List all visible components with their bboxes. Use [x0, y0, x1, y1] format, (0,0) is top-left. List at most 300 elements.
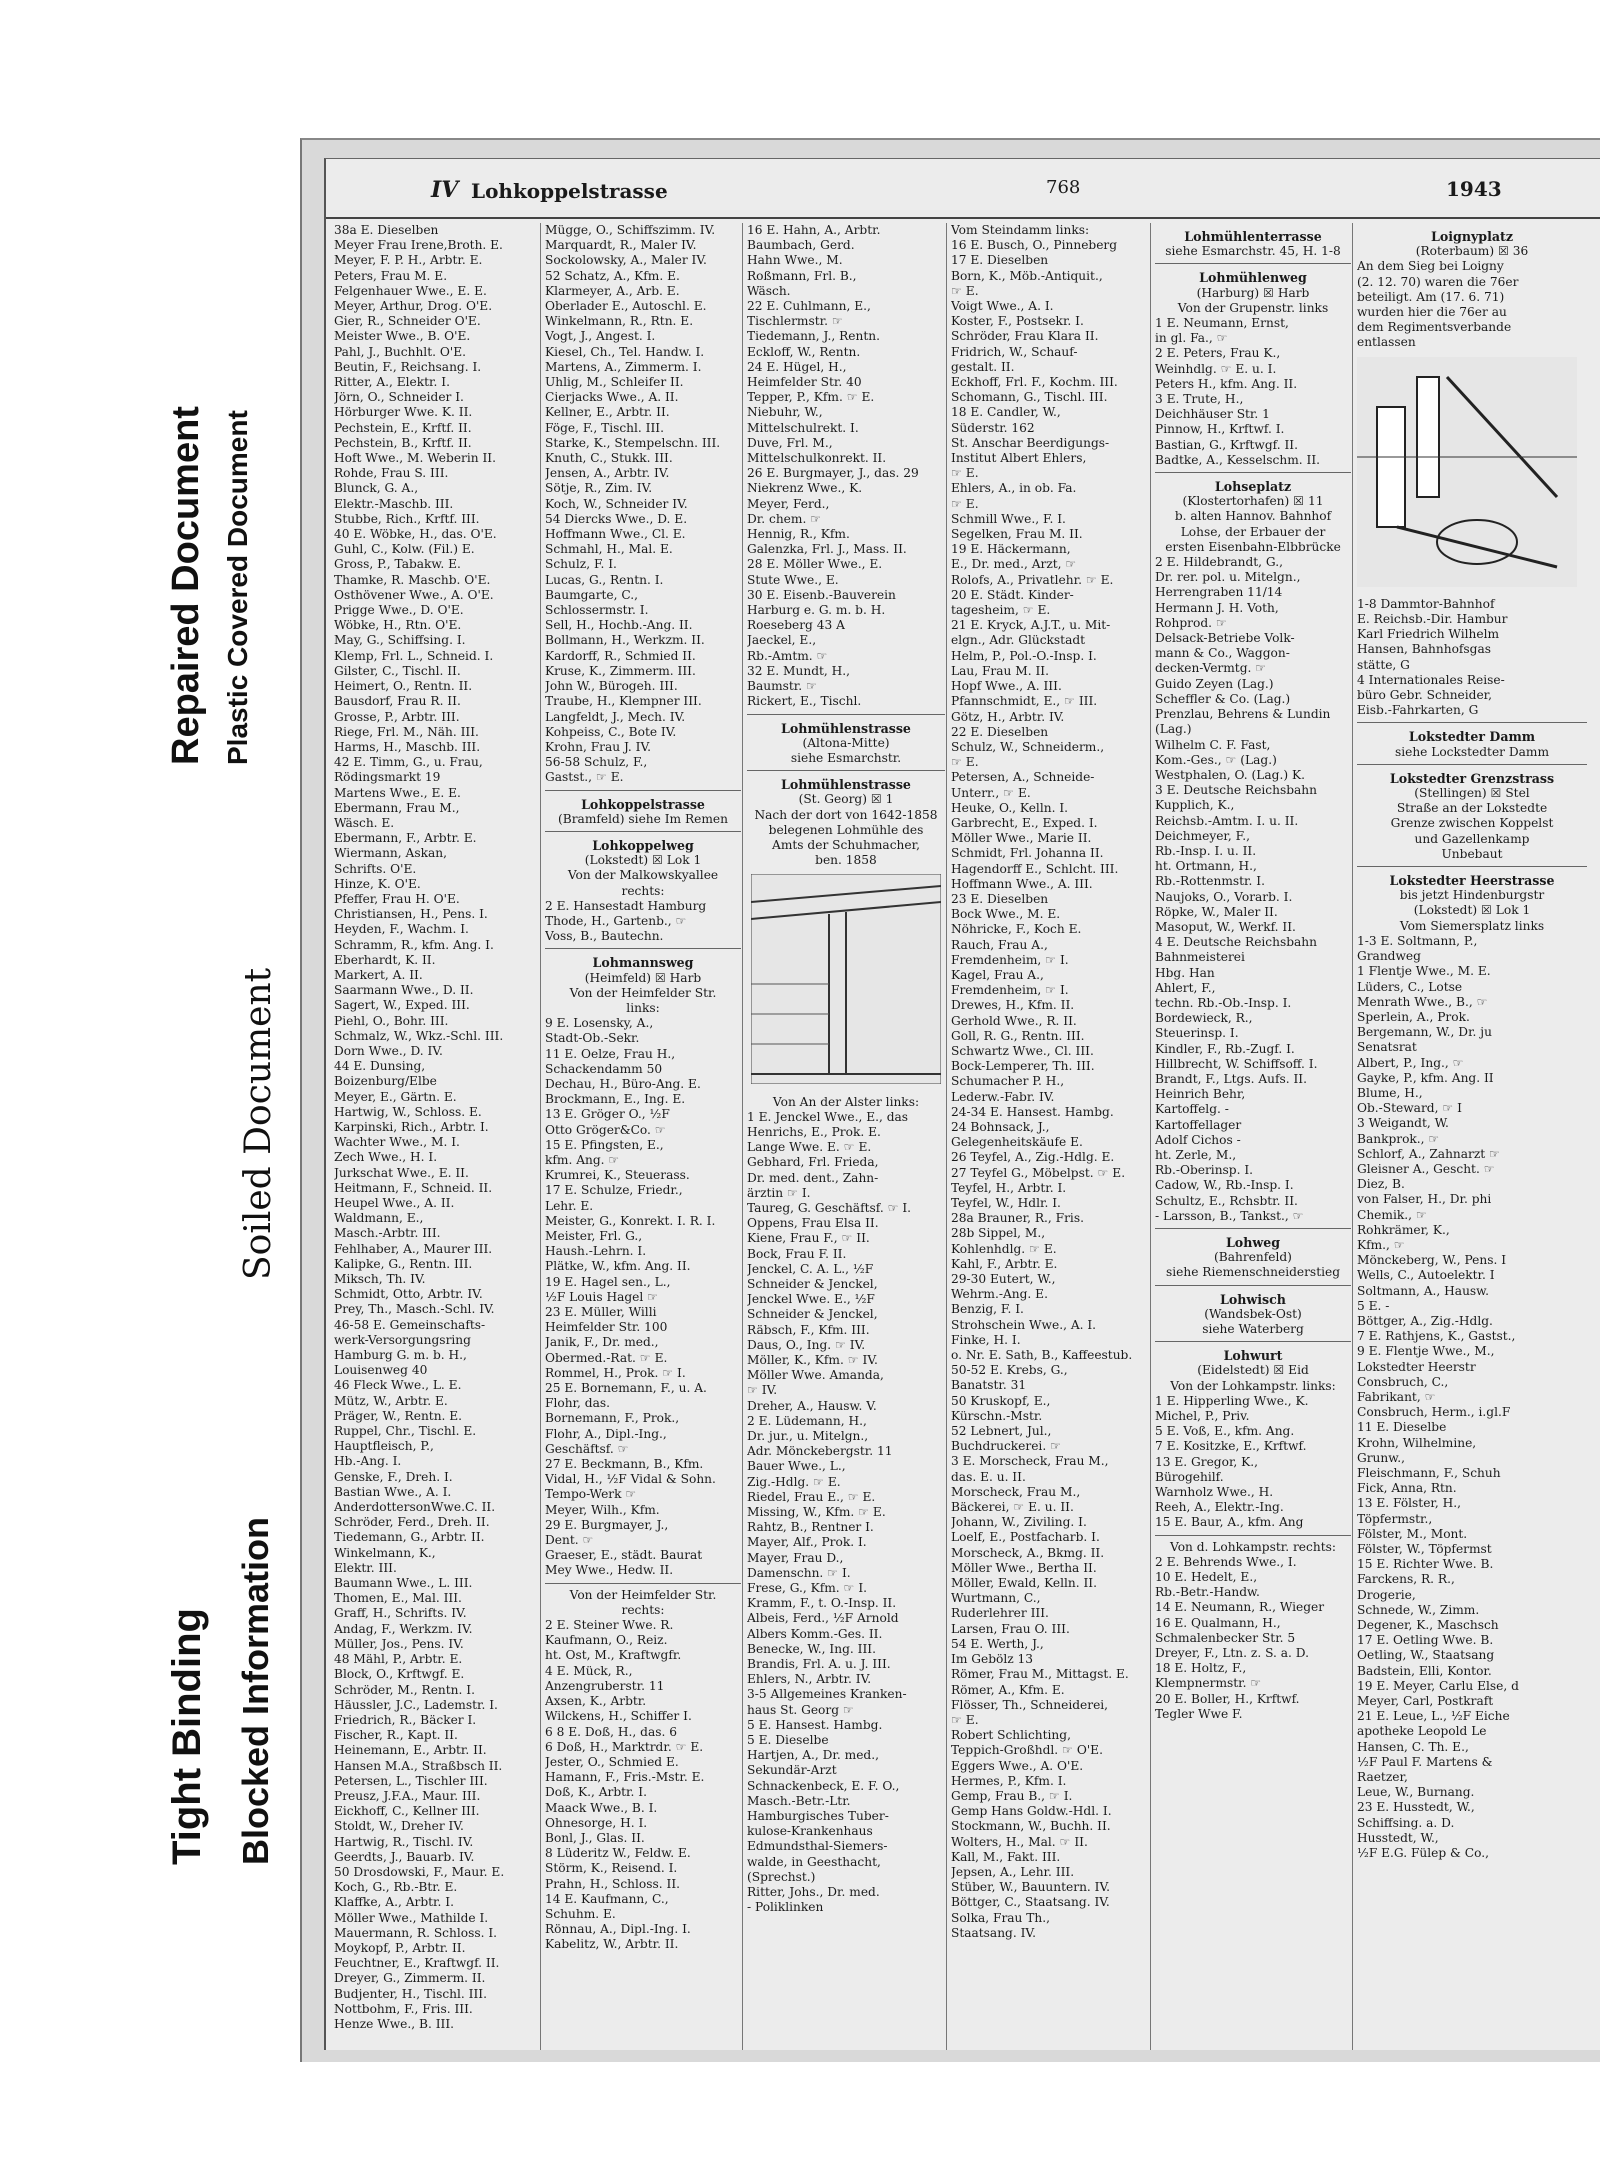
- directory-entry: Riege, Frl. M., Näh. III.: [334, 724, 479, 739]
- directory-entry: Hermes, P., Kfm. I.: [951, 1773, 1067, 1788]
- directory-entry: Duve, Frl. M.,: [747, 435, 833, 450]
- directory-entry: Drewes, H., Kfm. II.: [951, 998, 1075, 1013]
- directory-entry: Kalipke, G., Rentn. III.: [334, 1256, 473, 1271]
- street-note: (Wandsbek-Ost): [1204, 1306, 1302, 1321]
- directory-entry: ht. Ortmann, H.,: [1155, 859, 1257, 874]
- directory-entry: 17 E. Schulze, Friedr.,: [545, 1183, 683, 1198]
- directory-entry: Möller Wwe. Amanda,: [747, 1368, 884, 1383]
- directory-entry: Stute Wwe., E.: [747, 572, 839, 587]
- directory-entry: Grosse, P., Arbtr. III.: [334, 709, 460, 724]
- directory-entry: Henze Wwe., B. III.: [334, 2016, 455, 2031]
- directory-entry: Möller Wwe., Marie II.: [951, 831, 1092, 846]
- directory-entry: Schnede, W., Zimm.: [1357, 1602, 1480, 1617]
- directory-entry: Schwartz Wwe., Cl. III.: [951, 1043, 1094, 1058]
- street-note: (Bahrenfeld): [1214, 1250, 1292, 1265]
- directory-entry: Wachter Wwe., M. I.: [334, 1135, 460, 1150]
- directory-entry: Farckens, R. R.,: [1357, 1572, 1455, 1587]
- directory-entry: Böttger, C., Staatsang. IV.: [951, 1895, 1110, 1910]
- directory-entry: Schultz, E., Rchsbtr. II.: [1155, 1193, 1298, 1208]
- directory-entry: Hoffmann Wwe., A. III.: [951, 876, 1093, 891]
- directory-entry: Koster, F., Postsekr. I.: [951, 314, 1084, 329]
- directory-entry: (2. 12. 70) waren die 76er: [1357, 274, 1519, 289]
- directory-entry: Pechstein, B., Krftf. II.: [334, 435, 472, 450]
- directory-entry: Schmidt, Frl. Johanna II.: [951, 846, 1104, 861]
- directory-entry: Helm, P., Pol.-O.-Insp. I.: [951, 648, 1097, 663]
- directory-entry: Schmalz, W., Wkz.-Schl. III.: [334, 1028, 504, 1043]
- street-note: (St. Georg) ☒ 1: [798, 792, 894, 807]
- directory-entry: Bastian, G., Krftwgf. II.: [1155, 437, 1298, 452]
- directory-entry: Dent. ☞: [545, 1533, 594, 1548]
- directory-entry: Eckloff, W., Rentn.: [747, 344, 861, 359]
- directory-entry: Stoldt, W., Dreher IV.: [334, 1819, 464, 1834]
- directory-entry: Mey Wwe., Hedw. II.: [545, 1563, 674, 1578]
- page-header: [326, 159, 1600, 219]
- directory-entry: 18 E. Candler, W.,: [951, 405, 1061, 420]
- street-note: Von An der Alster links:: [772, 1094, 920, 1109]
- directory-entry: Institut Albert Ehlers,: [951, 451, 1087, 466]
- directory-entry: 1 E. Jenckel Wwe., E., das: [747, 1109, 909, 1124]
- directory-entry: Kfm., ☞: [1357, 1237, 1405, 1252]
- directory-entry: 3 E. Deutsche Reichsbahn: [1155, 783, 1318, 798]
- directory-entry: E., Dr. med., Arzt, ☞: [951, 557, 1077, 572]
- directory-entry: Feuchtner, E., Kraftwgf. II.: [334, 1956, 500, 1971]
- directory-entry: Jensen, A., Arbtr. IV.: [545, 466, 670, 481]
- directory-entry: Häussler, J.C., Lademstr. I.: [334, 1697, 498, 1712]
- directory-entry: techn. Rb.-Ob.-Insp. I.: [1155, 995, 1292, 1010]
- directory-entry: Kiene, Frau F., ☞ II.: [747, 1231, 870, 1246]
- directory-entry: Felgenhauer Wwe., E. E.: [334, 283, 487, 298]
- directory-entry: Tiedemann, J., Rentn.: [747, 329, 880, 344]
- directory-entry: Hagendorff E., Schlcht. III.: [951, 861, 1119, 876]
- directory-entry: Herrengraben 11/14: [1155, 585, 1283, 600]
- directory-entry: Stüber, W., Bauuntern. IV.: [951, 1880, 1111, 1895]
- directory-entry: Leue, W., Burnang.: [1357, 1785, 1475, 1800]
- directory-entry: Chemik., ☞: [1357, 1207, 1427, 1222]
- directory-entry: Michel, P., Priv.: [1155, 1409, 1250, 1424]
- directory-entry: Larsen, Frau O. III.: [951, 1621, 1070, 1636]
- street-note: (Roterbaum) ☒ 36: [1415, 244, 1529, 259]
- directory-entry: Möller, Ewald, Kelln. II.: [951, 1576, 1097, 1591]
- directory-entry: Hörburger Wwe. K. II.: [334, 405, 473, 420]
- directory-entry: Rönnau, A., Dipl.-Ing. I.: [545, 1922, 691, 1937]
- street-heading: Lohmühlenstrasse: [781, 720, 911, 736]
- directory-entry: Wäsch. E.: [334, 815, 395, 830]
- directory-entry: Tempo-Werk ☞: [545, 1487, 637, 1502]
- directory-entry: Louisenweg 40: [334, 1363, 428, 1378]
- directory-entry: Kupplich, K.,: [1155, 798, 1235, 813]
- directory-entry: Schröder, M., Rentn. I.: [334, 1682, 475, 1697]
- street-note: (Heimfeld) ☒ Harb: [584, 970, 702, 985]
- section-divider: [1155, 472, 1351, 473]
- directory-entry: Stubbe, Rich., Krftf. III.: [334, 511, 480, 526]
- street-note: rechts:: [621, 883, 665, 898]
- directory-entry: Staatsang. IV.: [951, 1925, 1036, 1940]
- directory-entry: Badstein, Elli, Kontor.: [1357, 1663, 1492, 1678]
- street-note: siehe Esmarchstr. 45, H. 1-8: [1165, 244, 1341, 259]
- street-note: Unbebaut: [1441, 846, 1503, 861]
- street-note: (Eidelstedt) ☒ Eid: [1197, 1363, 1309, 1378]
- directory-entry: Jurkschat Wwe., E. II.: [334, 1165, 469, 1180]
- section-divider: [747, 714, 945, 715]
- directory-entry: Starke, K., Stempelschn. III.: [545, 435, 721, 450]
- directory-entry: Bordewieck, R.,: [1155, 1011, 1253, 1026]
- directory-entry: Strohschein Wwe., A. I.: [951, 1317, 1097, 1332]
- directory-entry: Heupel Wwe., A. II.: [334, 1196, 455, 1210]
- directory-entry: ☞ IV.: [747, 1383, 778, 1398]
- directory-entry: 22 E. Cuhlmann, E.,: [747, 299, 871, 314]
- directory-entry: Karpinski, Rich., Arbtr. I.: [334, 1119, 489, 1134]
- directory-entry: Karl Friedrich Wilhelm: [1357, 627, 1500, 642]
- directory-entry: Thomen, E., Mal. III.: [334, 1591, 462, 1606]
- directory-entry: 1-3 E. Soltmann, P.,: [1357, 933, 1478, 948]
- directory-entry: Töpfermstr.,: [1357, 1511, 1433, 1526]
- directory-entry: 18 E. Holtz, F.,: [1155, 1661, 1247, 1676]
- directory-entry: Missing, W., Kfm. ☞ E.: [747, 1505, 886, 1520]
- directory-entry: 24-34 E. Hansest. Hambg.: [951, 1104, 1114, 1119]
- directory-entry: 16 E. Qualmann, H.,: [1155, 1615, 1281, 1630]
- directory-entry: Knuth, C., Stukk. III.: [545, 451, 673, 466]
- directory-entry: Winkelmann, K.,: [334, 1545, 436, 1560]
- directory-entry: Dr. rer. pol. u. Mitelgn.,: [1155, 570, 1301, 585]
- directory-entry: 5 E. -: [1357, 1298, 1390, 1313]
- directory-entry: Born, K., Möb.-Antiquit.,: [951, 268, 1103, 283]
- street-heading: Lohmühlenstrasse: [781, 777, 911, 793]
- directory-entry: Jörn, O., Schneider I.: [334, 390, 464, 405]
- directory-entry: Masch.-Betr.-Ltr.: [747, 1793, 851, 1808]
- directory-entry: Fremdenheim, ☞ I.: [951, 952, 1069, 967]
- street-note: siehe Lockstedter Damm: [1394, 744, 1550, 759]
- column-1: [334, 223, 534, 2050]
- directory-entry: 19 E. Meyer, Carlu Else, d: [1357, 1678, 1519, 1693]
- directory-entry: Lau, Frau M. II.: [951, 663, 1049, 678]
- directory-entry: Brandis, Frl. A. u. J. III.: [747, 1657, 891, 1672]
- street-heading: Lokstedter Damm: [1408, 729, 1536, 745]
- directory-entry: Mauermann, R. Schloss. I.: [334, 1925, 498, 1940]
- directory-entry: 28a Brauner, R., Fris.: [951, 1211, 1084, 1226]
- directory-entry: Meister, G., Konrekt. I. R. I.: [545, 1213, 716, 1228]
- directory-entry: Bornemann, F., Prok.,: [545, 1411, 680, 1426]
- street-note: Vom Siemersplatz links: [1399, 918, 1545, 933]
- directory-entry: Diez, B.: [1357, 1177, 1405, 1192]
- directory-entry: Solka, Frau Th.,: [951, 1910, 1050, 1925]
- street-note: Von der Malkowskyallee: [567, 868, 719, 883]
- street-heading: Lohkoppelweg: [592, 837, 694, 853]
- directory-entry: Ebermann, F., Arbtr. E.: [334, 831, 477, 846]
- directory-entry: Benzig, F. I.: [951, 1302, 1024, 1317]
- directory-entry: 50 Drosdowski, F., Maur. E.: [334, 1864, 505, 1879]
- directory-entry: Prey, Th., Masch.-Schl. IV.: [334, 1302, 495, 1317]
- street-note: b. alten Hannov. Bahnhof: [1174, 509, 1332, 524]
- directory-entry: Delsack-Betriebe Volk-: [1155, 631, 1295, 646]
- directory-entry: von Falser, H., Dr. phi: [1357, 1192, 1492, 1207]
- directory-entry: Robert Schlichting,: [951, 1728, 1071, 1743]
- directory-entry: Rommel, H., Prok. ☞ I.: [545, 1365, 686, 1380]
- directory-entry: 23 E. Müller, Willi: [545, 1305, 657, 1320]
- directory-entry: Kardorff, R., Schmied II.: [545, 648, 696, 663]
- directory-entry: Teppich-Großhdl. ☞ O'E.: [951, 1743, 1103, 1758]
- directory-entry: Jester, O., Schmied E.: [545, 1754, 679, 1769]
- section-divider: [1155, 1341, 1351, 1342]
- directory-entry: Finke, H. I.: [951, 1332, 1021, 1347]
- directory-entry: Dr. jur., u. Mitelgn.,: [747, 1429, 869, 1443]
- directory-entry: 2 E. Behrends Wwe., I.: [1155, 1554, 1297, 1569]
- directory-entry: Ritter, A., Elektr. I.: [334, 375, 450, 390]
- directory-entry: das. E. u. II.: [951, 1469, 1026, 1484]
- directory-entry: 27 Teyfel G., Möbelpst. ☞ E.: [951, 1165, 1126, 1180]
- street-note: ersten Eisenbahn-Elbbrücke: [1165, 539, 1341, 554]
- directory-entry: 1 E. Hipperling Wwe., K.: [1155, 1393, 1309, 1408]
- directory-entry: Wiermann, Askan,: [334, 846, 447, 861]
- street-note: Grenze zwischen Koppelst: [1390, 816, 1554, 831]
- directory-entry: Hoft Wwe., M. Weberin II.: [334, 451, 496, 466]
- directory-entry: Hartwig, W., Schloss. E.: [334, 1104, 482, 1119]
- directory-entry: St. Anschar Beerdigungs-: [951, 435, 1110, 450]
- directory-entry: 38a E. Dieselben: [334, 223, 439, 237]
- directory-entry: Schneider & Jenckel,: [747, 1276, 878, 1291]
- directory-entry: Götz, H., Arbtr. IV.: [951, 709, 1065, 724]
- street-heading: Lohmühlenweg: [1199, 270, 1307, 286]
- directory-entry: Hinze, K. O'E.: [334, 876, 421, 891]
- directory-entry: Jenckel Wwe. E., ½F: [747, 1292, 875, 1307]
- directory-entry: Hartwig, R., Tischl. IV.: [334, 1834, 474, 1849]
- directory-entry: Guido Zeyen (Lag.): [1155, 676, 1274, 691]
- directory-entry: Eckhoff, Frl. F., Kochm. III.: [951, 375, 1118, 390]
- directory-entry: Rb.-Insp. I. u. II.: [1155, 843, 1257, 858]
- directory-entry: Heinemann, E., Arbtr. II.: [334, 1743, 487, 1758]
- directory-entry: haus St. Georg ☞: [747, 1702, 854, 1717]
- directory-entry: Schulz, W., Schneiderm.,: [951, 739, 1105, 754]
- directory-entry: Flohr, A., Dipl.-Ing.,: [545, 1426, 667, 1441]
- directory-entry: Uhlig, M., Schleifer II.: [545, 375, 684, 390]
- street-heading: Lohweg: [1225, 1235, 1281, 1250]
- directory-entry: Henrichs, E., Prok. E.: [747, 1124, 881, 1139]
- directory-entry: Boizenburg/Elbe: [334, 1074, 437, 1089]
- section-divider: [545, 1583, 741, 1584]
- directory-entry: Dorn Wwe., D. IV.: [334, 1043, 443, 1058]
- directory-entry: Fölster, M., Mont.: [1357, 1526, 1468, 1541]
- directory-entry: 14 E. Kaufmann, C.,: [545, 1891, 669, 1906]
- directory-entry: Bock-Lemperer, Th. III.: [951, 1059, 1095, 1074]
- directory-entry: Eggers Wwe., A. O'E.: [951, 1758, 1084, 1773]
- directory-entry: Rohde, Frau S. III.: [334, 466, 449, 481]
- directory-entry: Eickhoff, C., Kellner III.: [334, 1804, 480, 1819]
- directory-entry: 28b Sippel, M.,: [951, 1226, 1046, 1241]
- label-repaired-document: Repaired Document: [165, 406, 207, 765]
- label-repaired-panel: [150, 180, 270, 800]
- directory-entry: tagesheim, ☞ E.: [951, 603, 1051, 618]
- directory-entry: 15 E. Richter Wwe. B.: [1357, 1557, 1494, 1572]
- directory-entry: Heyden, F., Wachm. I.: [334, 922, 469, 937]
- directory-entry: Bastian Wwe., A. I.: [334, 1484, 452, 1499]
- directory-entry: ☞ E.: [951, 1712, 979, 1727]
- directory-entry: Marquardt, R., Maler IV.: [545, 238, 697, 253]
- directory-entry: Eisb.-Fahrkarten, G: [1357, 703, 1479, 718]
- directory-entry: Möller Wwe., Bertha II.: [951, 1560, 1097, 1575]
- directory-entry: 16 E. Busch, O., Pinneberg: [951, 238, 1118, 253]
- directory-entry: Raetzer,: [1357, 1770, 1408, 1785]
- directory-entry: Schackendamm 50: [545, 1061, 663, 1076]
- directory-entry: Baumstr. ☞: [747, 679, 817, 694]
- directory-entry: büro Gebr. Schneider,: [1357, 688, 1493, 703]
- directory-entry: Dr. chem. ☞: [747, 511, 822, 526]
- directory-entry: Voss, B., Bautechn.: [545, 929, 664, 944]
- directory-entry: 2 E. Lüdemann, H.,: [747, 1413, 867, 1428]
- loignyplatz-map: [1357, 357, 1577, 587]
- directory-entry: Lucas, G., Rentn. I.: [545, 572, 664, 587]
- street-note: (Lokstedt) ☒ Lok 1: [1413, 903, 1531, 918]
- directory-entry: Grandweg: [1357, 949, 1421, 964]
- directory-entry: Tiedemann, G., Arbtr. II.: [334, 1530, 485, 1545]
- directory-entry: Rb.-Rottenmstr. I.: [1155, 874, 1265, 889]
- street-note: bis jetzt Hindenburgstr: [1399, 888, 1545, 903]
- directory-entry: Mayer, Alf., Prok. I.: [747, 1535, 867, 1550]
- directory-entry: 22 E. Dieselben: [951, 724, 1049, 739]
- directory-entry: Schomann, G., Tischl. III.: [951, 390, 1108, 405]
- directory-entry: 16 E. Hahn, A., Arbtr.: [747, 223, 881, 237]
- directory-entry: Rb.-Betr.-Handw.: [1155, 1585, 1260, 1600]
- directory-entry: Schlossermstr. I.: [545, 603, 649, 618]
- street-note: siehe Esmarchstr.: [790, 750, 902, 765]
- district-number: IV: [431, 177, 459, 203]
- directory-entry: 24 Bohnsack, J.,: [951, 1119, 1050, 1134]
- directory-entry: 54 Diercks Wwe., D. E.: [545, 511, 688, 526]
- directory-entry: Sockolowsky, A., Maler IV.: [545, 253, 707, 268]
- directory-entry: walde, in Geesthacht,: [747, 1854, 881, 1869]
- directory-entry: apotheke Leopold Le: [1357, 1724, 1487, 1739]
- section-divider: [747, 770, 945, 771]
- directory-entry: Johann, W., Ziviling. I.: [951, 1515, 1087, 1530]
- directory-entry: o. Nr. E. Sath, B., Kaffeestub.: [951, 1348, 1133, 1363]
- directory-entry: Räbsch, F., Kfm. III.: [747, 1322, 870, 1337]
- directory-entry: Masoput, W., Werkf. II.: [1155, 919, 1296, 934]
- lohmuehlenstrasse-map: [751, 874, 941, 1084]
- directory-entry: Störm, K., Reisend. I.: [545, 1861, 678, 1876]
- directory-entry: Bausdorf, Frau R. II.: [334, 694, 461, 709]
- label-blocked-information: Blocked Information: [235, 1516, 276, 1865]
- directory-entry: Genske, F., Dreh. I.: [334, 1469, 453, 1484]
- directory-entry: Soltmann, A., Hausw.: [1357, 1283, 1490, 1298]
- directory-entry: Wilckens, H., Schiffer I.: [545, 1709, 692, 1724]
- directory-entry: 50 Kruskopf, E.,: [951, 1393, 1051, 1408]
- directory-entry: Adolf Cichos -: [1155, 1132, 1241, 1147]
- directory-entry: Lederw.-Fabr. IV.: [951, 1089, 1055, 1104]
- directory-entry: 56-58 Schulz, F.,: [545, 755, 648, 770]
- directory-entry: Meyer, Wilh., Kfm.: [545, 1502, 660, 1517]
- directory-entry: Pahl, J., Buchhlt. O'E.: [334, 344, 466, 359]
- directory-entry: 5 E. Hansest. Hambg.: [747, 1717, 883, 1732]
- directory-entry: Gerhold Wwe., R. II.: [951, 1013, 1077, 1028]
- directory-entry: Präger, W., Rentn. E.: [334, 1408, 463, 1423]
- directory-entry: Jaeckel, E.,: [747, 633, 817, 648]
- directory-entry: ☞ E.: [951, 496, 979, 511]
- directory-entry: Schröder, Frau Klara II.: [951, 329, 1099, 344]
- directory-entry: Ehlers, N., Arbtr. IV.: [747, 1672, 872, 1687]
- directory-entry: Saarmann Wwe., D. II.: [334, 983, 474, 998]
- directory-entry: Dr. med. dent., Zahn-: [747, 1170, 879, 1185]
- directory-entry: Prahn, H., Schloss. II.: [545, 1876, 681, 1891]
- directory-entry: Kruse, K., Zimmerm. III.: [545, 663, 696, 678]
- directory-entry: Baumgarte, C.,: [545, 587, 639, 602]
- directory-entry: Kürschn.-Mstr.: [951, 1408, 1043, 1423]
- directory-entry: Schumacher P. H.,: [951, 1074, 1065, 1089]
- street-heading: Loignyplatz: [1430, 229, 1514, 244]
- directory-entry: Meyer, Ferd.,: [747, 496, 830, 511]
- directory-entry: Gayke, P., kfm. Ang. II: [1357, 1070, 1494, 1085]
- directory-entry: Wurtmann, C.,: [951, 1591, 1041, 1606]
- label-soiled-document: Soiled Document: [238, 967, 279, 1280]
- directory-entry: 5 E. Dieselbe: [747, 1733, 829, 1748]
- street-note: rechts:: [621, 1602, 665, 1617]
- directory-entry: Prigge Wwe., D. O'E.: [334, 603, 464, 618]
- directory-entry: Meister, Frl. G.,: [545, 1229, 643, 1243]
- directory-entry: stätte, G: [1357, 657, 1410, 672]
- directory-entry: Flösser, Th., Schneiderei,: [951, 1697, 1109, 1712]
- directory-entry: Kindler, F., Rb.-Zugf. I.: [1155, 1041, 1295, 1056]
- directory-entry: Klaffke, A., Arbtr. I.: [334, 1895, 454, 1910]
- directory-entry: ☞ E.: [951, 466, 979, 481]
- directory-entry: Möller, K., Kfm. ☞ IV.: [747, 1352, 878, 1367]
- directory-entry: in gl. Fa., ☞: [1155, 331, 1228, 346]
- directory-entry: Kabelitz, W., Arbtr. II.: [545, 1937, 679, 1952]
- directory-entry: Morscheck, A., Bkmg. II.: [951, 1545, 1105, 1560]
- directory-entry: 4 Internationales Reise-: [1357, 672, 1505, 687]
- year: 1943: [1446, 177, 1502, 201]
- directory-entry: Vom Steindamm links:: [951, 223, 1090, 237]
- directory-entry: Peters, Frau M. E.: [334, 268, 448, 283]
- running-street-title: Lohkoppelstrasse: [471, 179, 668, 203]
- street-heading: Lokstedter Heerstrasse: [1389, 873, 1555, 889]
- directory-entry: 28 E. Möller Wwe., E.: [747, 557, 883, 572]
- directory-entry: Krohn, Frau J. IV.: [545, 739, 652, 754]
- directory-entry: Fischer, R., Kapt. II.: [334, 1728, 458, 1743]
- street-heading: Lohwurt: [1223, 1348, 1283, 1364]
- directory-entry: Ritter, Johs., Dr. med.: [747, 1885, 880, 1900]
- directory-entry: Geschäftsf. ☞: [545, 1441, 629, 1456]
- directory-entry: ärztin ☞ I.: [747, 1185, 811, 1200]
- directory-entry: Oetling, W., Staatsang: [1357, 1648, 1495, 1663]
- directory-entry: Gelegenheitskäufe E.: [951, 1135, 1083, 1150]
- directory-entry: Senatsrat: [1357, 1040, 1417, 1055]
- directory-entry: Römer, Frau M., Mittagst. E.: [951, 1667, 1129, 1682]
- directory-entry: Schlorf, A., Zahnarzt ☞: [1357, 1146, 1500, 1161]
- section-divider: [1155, 1285, 1351, 1286]
- directory-entry: 48 Mähl, P., Arbtr. E.: [334, 1652, 463, 1667]
- section-divider: [1357, 722, 1587, 723]
- directory-entry: Wilhelm C. F. Fast,: [1155, 737, 1271, 752]
- directory-entry: 19 E. Hagel sen., L.,: [545, 1274, 671, 1289]
- directory-entry: 6 Doß, H., Marktrdr. ☞ E.: [545, 1739, 704, 1754]
- directory-entry: Grunw.,: [1357, 1450, 1405, 1465]
- directory-entry: Kom.-Ges., ☞ (Lag.): [1155, 752, 1277, 767]
- street-heading: Lohmannsweg: [592, 955, 694, 971]
- directory-entry: Segelken, Frau M. II.: [951, 527, 1083, 542]
- directory-entry: ½F E.G. Fülep & Co.,: [1357, 1846, 1489, 1861]
- directory-entry: wurden hier die 76er au: [1357, 305, 1507, 320]
- directory-entry: Morscheck, Frau M.,: [951, 1484, 1081, 1499]
- directory-entry: Schmalenbecker Str. 5: [1155, 1630, 1296, 1645]
- directory-entry: Waldmann, E.,: [334, 1211, 424, 1226]
- directory-entry: 30 E. Eisenb.-Bauverein: [747, 587, 896, 602]
- directory-entry: Meyer, Carl, Postkraft: [1357, 1694, 1494, 1709]
- directory-entry: Mittelschulkonrekt. II.: [747, 451, 887, 466]
- directory-entry: Dreyer, F., Ltn. z. S. a. D.: [1155, 1646, 1309, 1661]
- directory-entry: Zig.-Hdlg. ☞ E.: [747, 1474, 841, 1489]
- directory-entry: Schuhm. E.: [545, 1906, 616, 1921]
- directory-entry: Fleischmann, F., Schuh: [1357, 1466, 1501, 1480]
- directory-entry: Bankprok., ☞: [1357, 1131, 1440, 1146]
- directory-entry: Martens Wwe., E. E.: [334, 785, 461, 800]
- directory-entry: Jenckel, C. A. L., ½F: [747, 1261, 874, 1276]
